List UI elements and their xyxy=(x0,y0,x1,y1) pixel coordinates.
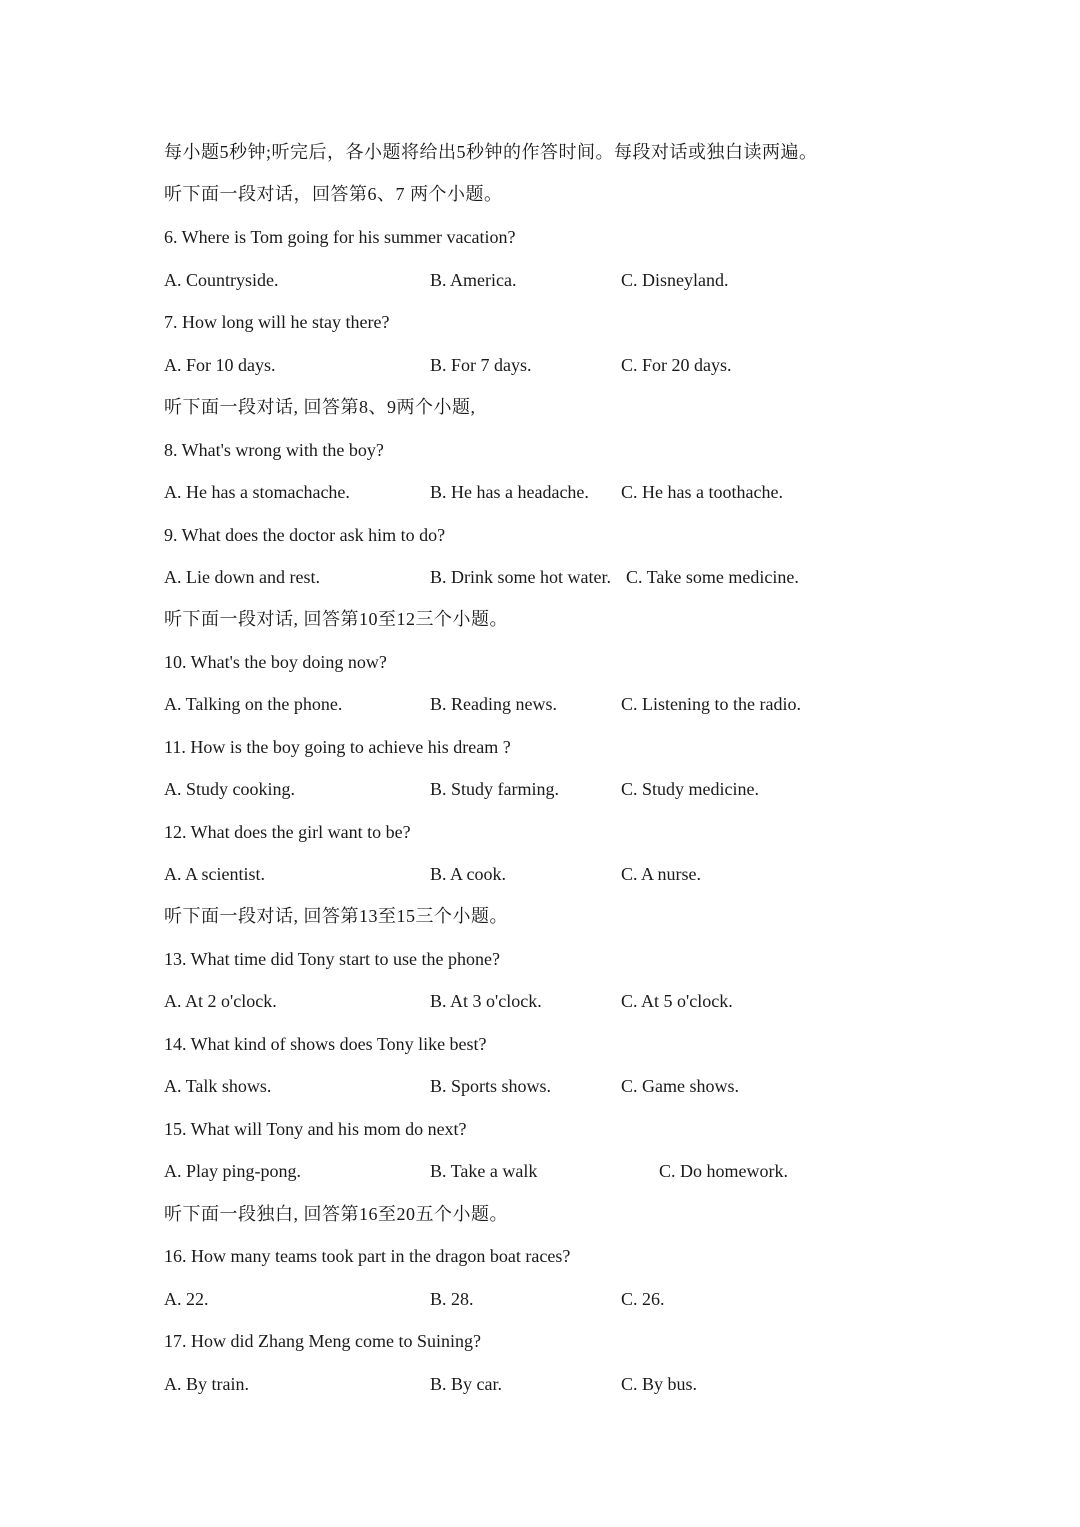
section-heading: 听下面一段对话, 回答第8、9两个小题, xyxy=(164,397,476,417)
q14-option-c: C. Game shows. xyxy=(621,1076,739,1096)
question-14: 14. What kind of shows does Tony like best? xyxy=(164,1034,487,1054)
question-17: 17. How did Zhang Meng come to Suining? xyxy=(164,1331,481,1351)
q14-option-b: B. Sports shows. xyxy=(430,1076,552,1096)
question-10: 10. What's the boy doing now? xyxy=(164,652,387,672)
q8-option-b: B. He has a headache. xyxy=(430,482,589,502)
q9-option-c: C. Take some medicine. xyxy=(626,567,799,587)
q11-option-c: C. Study medicine. xyxy=(621,779,759,799)
question-8: 8. What's wrong with the boy? xyxy=(164,440,384,460)
q15-option-b: B. Take a walk xyxy=(430,1161,538,1181)
question-9: 9. What does the doctor ask him to do? xyxy=(164,525,446,545)
q17-option-a: A. By train. xyxy=(164,1374,249,1394)
q7-option-b: B. For 7 days. xyxy=(430,355,532,375)
instructions-text: 每小题5秒钟;听完后，各小题将给出5秒钟的作答时间。每段对话或独白读两遍。 xyxy=(164,142,818,162)
q15-option-c: C. Do homework. xyxy=(659,1161,788,1181)
question-12: 12. What does the girl want to be? xyxy=(164,822,411,842)
q12-option-c: C. A nurse. xyxy=(621,864,702,884)
q10-option-a: A. Talking on the phone. xyxy=(164,694,343,714)
section-heading: 听下面一段对话, 回答第10至12三个小题。 xyxy=(164,609,508,629)
section-heading: 听下面一段独白, 回答第16至20五个小题。 xyxy=(164,1204,508,1224)
q10-option-c: C. Listening to the radio. xyxy=(621,694,801,714)
q6-option-b: B. America. xyxy=(430,270,517,290)
q8-option-a: A. He has a stomachache. xyxy=(164,482,350,502)
q17-option-c: C. By bus. xyxy=(621,1374,698,1394)
question-7: 7. How long will he stay there? xyxy=(164,312,390,332)
q11-option-b: B. Study farming. xyxy=(430,779,559,799)
section-heading: 听下面一段对话, 回答第13至15三个小题。 xyxy=(164,906,508,926)
q7-option-c: C. For 20 days. xyxy=(621,355,732,375)
q15-option-a: A. Play ping-pong. xyxy=(164,1161,301,1181)
question-11: 11. How is the boy going to achieve his dream ? xyxy=(164,737,511,757)
q9-option-a: A. Lie down and rest. xyxy=(164,567,320,587)
q13-option-a: A. At 2 o'clock. xyxy=(164,991,277,1011)
q6-option-a: A. Countryside. xyxy=(164,270,279,290)
q13-option-b: B. At 3 o'clock. xyxy=(430,991,542,1011)
section-heading: 听下面一段对话，回答第6、7 两个小题。 xyxy=(164,184,503,204)
question-13: 13. What time did Tony start to use the phone? xyxy=(164,949,501,969)
q16-option-b: B. 28. xyxy=(430,1289,474,1309)
q12-option-b: B. A cook. xyxy=(430,864,507,884)
question-6: 6. Where is Tom going for his summer vacation? xyxy=(164,227,516,247)
question-16: 16. How many teams took part in the dragon boat races? xyxy=(164,1246,571,1266)
q13-option-c: C. At 5 o'clock. xyxy=(621,991,733,1011)
q12-option-a: A. A scientist. xyxy=(164,864,266,884)
q16-option-c: C. 26. xyxy=(621,1289,665,1309)
q16-option-a: A. 22. xyxy=(164,1289,209,1309)
q9-option-b: B. Drink some hot water. xyxy=(430,567,611,587)
q14-option-a: A. Talk shows. xyxy=(164,1076,272,1096)
q10-option-b: B. Reading news. xyxy=(430,694,557,714)
q11-option-a: A. Study cooking. xyxy=(164,779,296,799)
q6-option-c: C. Disneyland. xyxy=(621,270,729,290)
q7-option-a: A. For 10 days. xyxy=(164,355,276,375)
q8-option-c: C. He has a toothache. xyxy=(621,482,783,502)
question-15: 15. What will Tony and his mom do next? xyxy=(164,1119,467,1139)
q17-option-b: B. By car. xyxy=(430,1374,502,1394)
